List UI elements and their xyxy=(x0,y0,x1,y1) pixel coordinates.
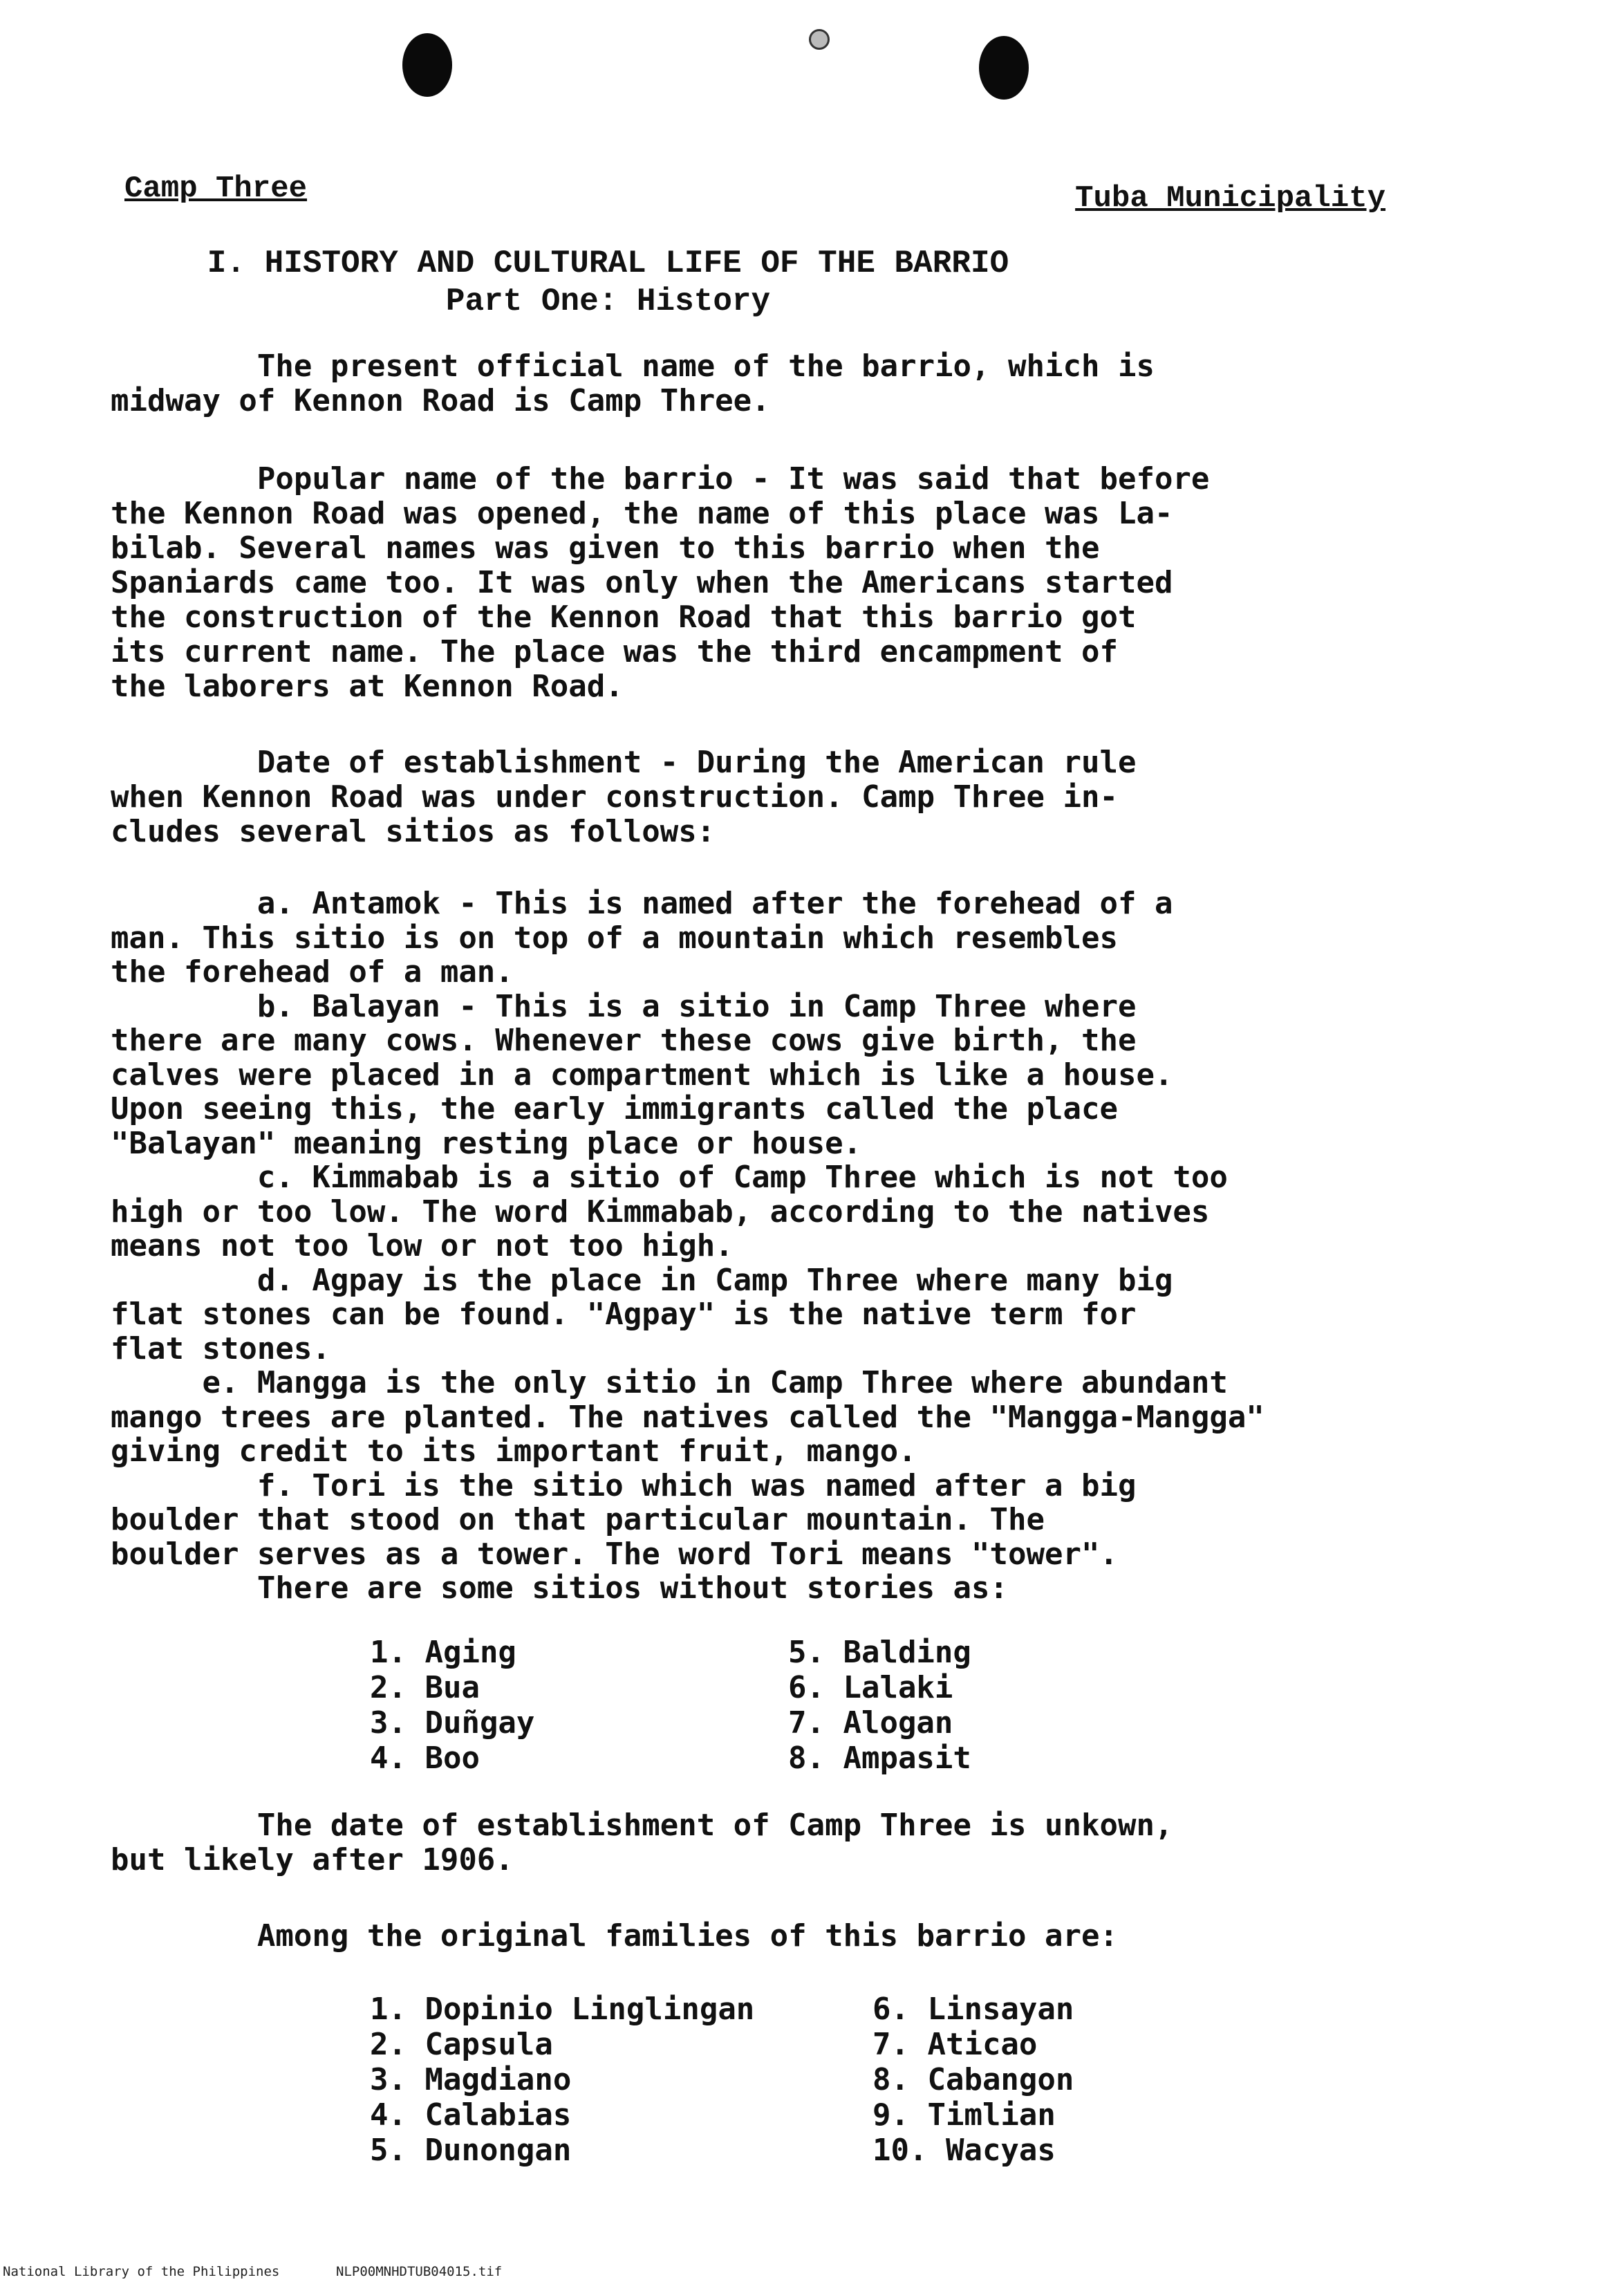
list-item: 5. Dunongan xyxy=(370,2133,572,2168)
paragraph-families-intro: Among the original families of this barrio are: xyxy=(111,1918,1118,1954)
list-item: 8. Cabangon xyxy=(872,2062,1074,2097)
list-item: 4. Calabias xyxy=(370,2097,572,2133)
section-subtitle: Part One: History xyxy=(445,284,771,319)
list-item: 10. Wacyas xyxy=(872,2133,1056,2168)
paragraph-date-of-establishment: Date of establishment - During the American rule when Kennon Road was under construction. Camp Three in- cludes several sitios as follows: xyxy=(111,745,1137,849)
section-title: I. HISTORY AND CULTURAL LIFE OF THE BARRIO xyxy=(207,245,1009,281)
sitio-list-right xyxy=(788,1635,971,1776)
family-list-right xyxy=(872,1992,1074,2168)
list-item: 2. Capsula xyxy=(370,2027,553,2062)
list-item: 8. Ampasit xyxy=(788,1741,971,1776)
list-item: 6. Linsayan xyxy=(872,1992,1074,2027)
footer-file-name: NLP00MNHDTUB04015.tif xyxy=(336,2264,503,2279)
list-item: 6. Lalaki xyxy=(788,1670,953,1705)
list-item: 4. Boo xyxy=(370,1741,480,1776)
sitio-list-left xyxy=(370,1635,534,1776)
list-item: 1. Aging xyxy=(370,1635,516,1670)
punch-hole-right xyxy=(979,36,1029,100)
footer-library-credit: National Library of the Philippines xyxy=(3,2264,280,2279)
paragraph-official-name: The present official name of the barrio, which is midway of Kennon Road is Camp Three. xyxy=(111,349,1155,418)
paragraph-popular-name: Popular name of the barrio - It was said that before the Kennon Road was opened, the name of this place was La- bilab. Several names was given to this barrio when the Spaniards came too. It was only when the Americans started the construction of the Kennon Road that this barrio got its current name. The place was the third encampment of the laborers at Kennon Road. xyxy=(111,461,1210,704)
list-item: 7. Aticao xyxy=(872,2027,1038,2062)
list-item: 3. Duñgay xyxy=(370,1705,535,1741)
list-item: 9. Timlian xyxy=(872,2097,1056,2133)
list-item: 1. Dopinio Linglingan xyxy=(370,1992,755,2027)
stamp-mark xyxy=(809,29,830,50)
list-item: 5. Balding xyxy=(788,1635,971,1670)
family-list-left xyxy=(370,1992,754,2168)
paragraph-date-unknown: The date of establishment of Camp Three is unkown, but likely after 1906. xyxy=(111,1808,1173,1877)
list-item: 3. Magdiano xyxy=(370,2062,572,2097)
list-item: 2. Bua xyxy=(370,1670,480,1705)
list-item: 7. Alogan xyxy=(788,1705,953,1741)
paragraph-sitios: a. Antamok - This is named after the forehead of a man. This sitio is on top of a mountain which resembles the forehead of a man. b. Balayan - This is a sitio in Camp Three where there are many cows. Whenever these cows give birth, the calves were placed in a compartment which is like a house. Upon seeing this, the early immigrants called the place "Balayan" meaning resting place or house. c. Kimmabab is a sitio of Camp Three which is not too high or too low. The word Kimmabab, according to the natives means not too low or not too high. d. Agpay is the place in Camp Three where many big flat stones can be found. "Agpay" is the native term for flat stones. e. Mangga is the only sitio in Camp Three where abundant mango trees are planted. The natives called the "Mangga-Mangga" giving credit to its important fruit, mango. f. Tori is the sitio which was named after a big boulder that stood on that particular mountain. The boulder serves as a tower. The word Tori means "tower". There are some sitios without stories as: xyxy=(111,886,1264,1606)
header-barrio-name: Camp Three xyxy=(124,171,308,206)
punch-hole-left xyxy=(402,33,452,97)
header-municipality: Tuba Municipality xyxy=(1075,181,1385,216)
